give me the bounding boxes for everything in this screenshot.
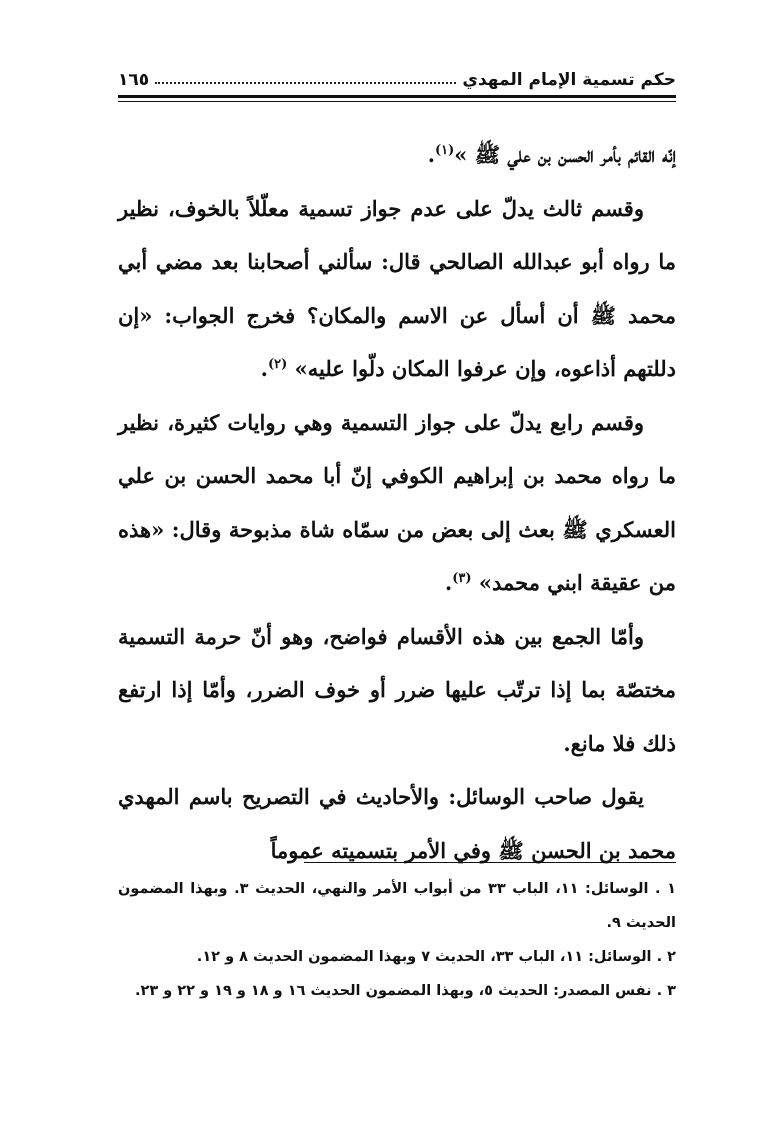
paragraph-3 bbox=[118, 396, 676, 610]
running-header bbox=[118, 60, 676, 90]
header-rule-thick bbox=[118, 95, 676, 98]
paragraph-1-text: إنّه القائم بأمر الحسن بن علي ﷺ » bbox=[454, 142, 676, 167]
paragraph-2-text: وقسم ثالث يدلّ على عدم جواز تسمية معلّلاً بالخوف، نظير ما رواه أبو عبدالله الصالحي قال: سألني أصحابنا بعد مضي أبي محمد ﷺ أن أسأل عن الاسم والمكان؟ فخرج الجواب: «إن دللتهم أذاعوه، وإن عرفوا المكان دلّوا عليه» bbox=[118, 195, 676, 381]
paragraph-2 bbox=[118, 182, 676, 396]
footnote-3: ٣ . نفس المصدر: الحديث ٥، وبهذا المضمون الحديث ١٦ و ١٨ و ١٩ و ٢٢ و ٢٣. bbox=[134, 983, 676, 999]
footnote-2: ٢ . الوسائل: ١١، الباب ٣٣، الحديث ٧ وبهذا المضمون الحديث ٨ و ١٢. bbox=[196, 949, 676, 965]
footnote-separator bbox=[304, 862, 676, 863]
paragraph-1 bbox=[118, 128, 676, 182]
paragraph-5: يقول صاحب الوسائل: والأحاديث في التصريح باسم المهدي محمد بن الحسن ﷺ وفي الأمر بتسميته عموماً bbox=[118, 784, 676, 863]
footnote-ref-2: (٢) bbox=[267, 357, 288, 372]
paragraph-1-end: . bbox=[427, 142, 435, 167]
paragraph-3-end: . bbox=[444, 570, 453, 595]
dot-leader bbox=[155, 82, 456, 84]
header-title: حكم تسمية الإمام المهدي bbox=[462, 70, 676, 90]
footnote-ref-3: (٣) bbox=[452, 571, 472, 586]
footnotes bbox=[118, 872, 676, 1008]
body-text bbox=[118, 128, 676, 877]
footnote-ref-1: (١) bbox=[435, 143, 455, 158]
paragraph-2-end: . bbox=[260, 356, 268, 381]
header-rule-thin bbox=[118, 101, 676, 102]
paragraph-4: وأمّا الجمع بين هذه الأقسام فواضح، وهو أنّ حرمة التسمية مختصّة بما إذا ترتّب عليها ضرر أو خوف الضرر، وأمّا إذا ارتفع ذلك فلا مانع. bbox=[118, 623, 676, 756]
paragraph-3-text: وقسم رابع يدلّ على جواز التسمية وهي روايات كثيرة، نظير ما رواه محمد بن إبراهيم الكوفي إنّ أبا محمد الحسن بن علي العسكري ﷺ بعث إلى بعض من سمّاه شاة مذبوحة وقال: «هذه من عقيقة ابني محمد» bbox=[118, 409, 676, 595]
page-number: ١٦٥ bbox=[118, 70, 150, 90]
footnote-1: ١ . الوسائل: ١١، الباب ٣٣ من أبواب الأمر والنهي، الحديث ٣. وبهذا المضمون الحديث ٩. bbox=[118, 881, 676, 931]
